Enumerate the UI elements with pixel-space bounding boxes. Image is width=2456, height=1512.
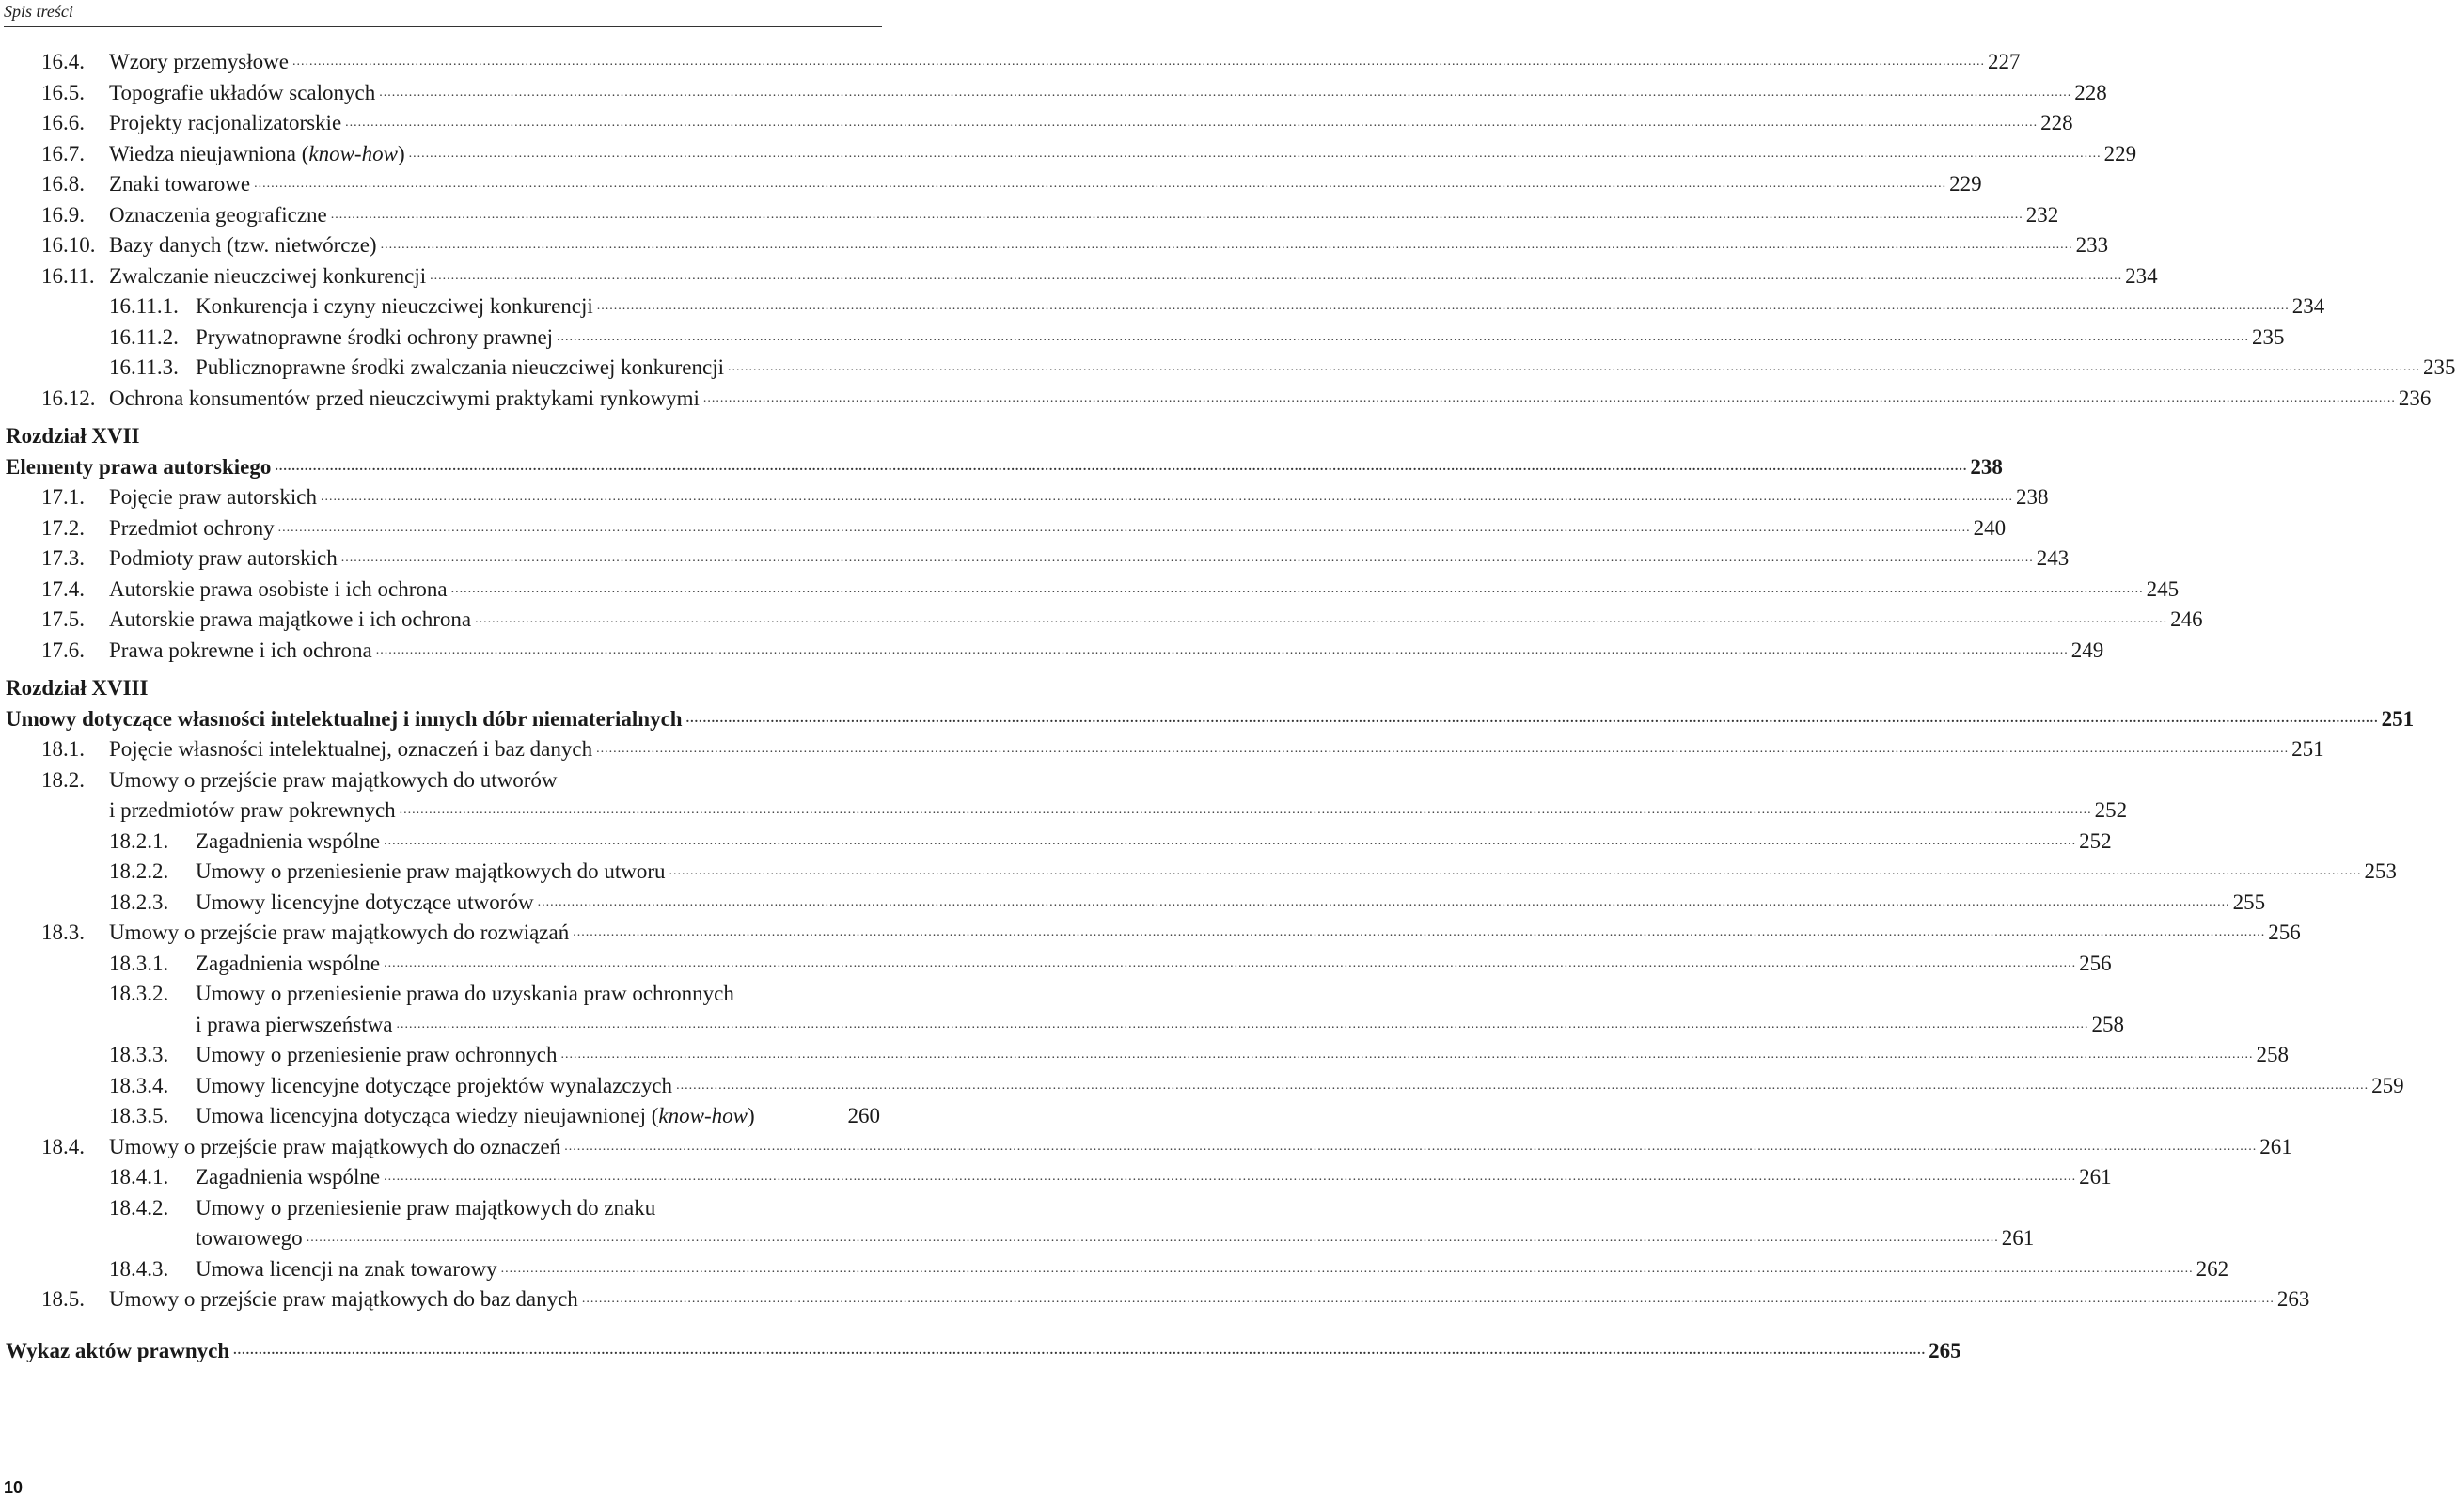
toc-entry-page: 251 <box>2379 704 2415 735</box>
toc-leader-line <box>196 1101 880 1132</box>
running-head: Spis treści <box>4 2 73 21</box>
toc-leader-line <box>109 78 2107 109</box>
toc-section-heading <box>6 452 2003 483</box>
toc-entry <box>6 575 2180 606</box>
toc-entry-page: 240 <box>1971 513 2007 544</box>
toc-leader-line <box>196 323 2285 354</box>
table-of-contents <box>6 47 2456 1366</box>
toc-leader-line <box>109 636 2104 667</box>
toc-entry-number: 18.4.3. <box>109 1256 169 1281</box>
toc-entry-number: 16.8. <box>41 172 85 196</box>
toc-entry-number: 18.5. <box>41 1287 85 1311</box>
toc-entry-page: 261 <box>2257 1132 2292 1163</box>
toc-leader-line <box>196 1010 2124 1041</box>
toc-entry-title: Umowy o przejście praw majątkowych do rozwiązań <box>109 918 573 949</box>
toc-entry-page: 229 <box>2102 139 2137 170</box>
toc-section-heading <box>6 704 2415 735</box>
toc-entry-number: 16.11.1. <box>109 294 179 318</box>
toc-entry-page: 265 <box>1926 1336 1961 1367</box>
toc-dot-leader <box>759 1101 845 1132</box>
toc-dot-leader: ................................................................................................................................................................................................................................................................................................................................................................................................................ <box>596 299 2290 313</box>
toc-entry-title: Umowy o przejście praw majątkowych do baz danych <box>109 1284 582 1315</box>
toc-entry <box>6 78 2107 109</box>
toc-entry-page: 252 <box>2076 827 2112 858</box>
toc-leader-line <box>109 169 1982 200</box>
toc-entry <box>6 765 880 796</box>
toc-entry-title: Umowy o przeniesienie praw majątkowych do znaku <box>196 1195 656 1220</box>
toc-gap <box>6 414 880 421</box>
toc-entry <box>6 1132 2292 1163</box>
toc-entry-page: 233 <box>2073 230 2109 261</box>
page-number: 10 <box>4 1478 24 1497</box>
toc-leader-line <box>109 734 2324 765</box>
toc-dot-leader: ................................................................................................................................................................................................................................................................................................................................................................................................................ <box>430 268 2123 283</box>
toc-section-heading <box>6 1336 1961 1367</box>
toc-entry-page: 246 <box>2167 605 2203 636</box>
toc-entry-number: 16.11. <box>41 263 95 288</box>
toc-entry-page: 245 <box>2144 575 2180 606</box>
toc-entry-page: 238 <box>1967 452 2003 483</box>
toc-dot-leader: ................................................................................................................................................................................................................................................................................................................................................................................................................ <box>669 864 2362 878</box>
toc-entry <box>6 169 1982 200</box>
toc-leader-line <box>109 230 2109 261</box>
toc-entry <box>6 918 2301 949</box>
toc-dot-leader: ................................................................................................................................................................................................................................................................................................................................................................................................................ <box>408 146 2102 161</box>
toc-entry <box>6 827 2112 858</box>
toc-dot-leader: ................................................................................................................................................................................................................................................................................................................................................................................................................ <box>728 360 2420 374</box>
toc-entry-number: 17.2. <box>41 515 85 540</box>
toc-dot-leader: ................................................................................................................................................................................................................................................................................................................................................................................................................ <box>573 925 2266 939</box>
toc-entry-title: Zagadnienia wspólne <box>196 949 384 980</box>
toc-entry-title: Umowy o przeniesienie praw ochronnych <box>196 1040 561 1071</box>
toc-entry <box>6 384 2432 415</box>
toc-dot-leader: ................................................................................................................................................................................................................................................................................................................................................................................................................ <box>685 711 2379 726</box>
toc-leader-line <box>196 353 2456 384</box>
toc-entry-number: 16.11.3. <box>109 355 179 379</box>
toc-dot-leader: ................................................................................................................................................................................................................................................................................................................................................................................................................ <box>450 581 2144 596</box>
toc-entry-page: 236 <box>2396 384 2432 415</box>
toc-entry-number: 18.2. <box>41 767 85 792</box>
toc-entry-title: Umowy o przeniesienie praw majątkowych do utworu <box>196 857 669 888</box>
toc-entry-title: Wykaz aktów prawnych <box>6 1336 233 1367</box>
toc-leader-line <box>109 543 2070 575</box>
toc-dot-leader: ................................................................................................................................................................................................................................................................................................................................................................................................................ <box>345 116 2039 130</box>
toc-entry-number: 18.3.5. <box>109 1104 169 1127</box>
toc-entry-title: Wzory przemysłowe <box>109 47 292 78</box>
toc-leader-line <box>109 482 2049 513</box>
toc-entry-number: 18.3.2. <box>109 982 169 1005</box>
toc-entry-page: 228 <box>2071 78 2107 109</box>
toc-entry-title: Topografie układów scalonych <box>109 78 379 109</box>
toc-dot-leader: ................................................................................................................................................................................................................................................................................................................................................................................................................ <box>277 520 1971 535</box>
toc-leader-line <box>196 291 2325 323</box>
toc-entry-page: 255 <box>2230 888 2266 919</box>
toc-entry <box>6 1071 2404 1102</box>
toc-leader-line <box>196 1254 2229 1285</box>
toc-entry-continuation <box>6 1010 2124 1041</box>
toc-dot-leader: ................................................................................................................................................................................................................................................................................................................................................................................................................ <box>676 1078 2369 1093</box>
toc-entry-title-italic: know-how <box>308 141 398 165</box>
toc-entry-title: Ochrona konsumentów przed nieuczciwymi praktykami rynkowymi <box>109 384 703 415</box>
toc-entry-title: Elementy prawa autorskiego <box>6 452 275 483</box>
toc-dot-leader: ................................................................................................................................................................................................................................................................................................................................................................................................................ <box>384 1170 2077 1184</box>
toc-entry <box>6 1162 2112 1193</box>
toc-leader-line <box>109 384 2432 415</box>
toc-dot-leader: ................................................................................................................................................................................................................................................................................................................................................................................................................ <box>375 642 2069 657</box>
toc-entry-title: Pojęcie własności intelektualnej, oznaczeń i baz danych <box>109 734 596 765</box>
toc-leader-line <box>196 1162 2112 1193</box>
toc-leader-line <box>196 949 2112 980</box>
toc-entry-title: Zagadnienia wspólne <box>196 1162 384 1193</box>
toc-leader-line <box>196 1040 2289 1071</box>
toc-entry <box>6 200 2059 231</box>
toc-entry-title: Projekty racjonalizatorskie <box>109 108 345 139</box>
toc-dot-leader: ................................................................................................................................................................................................................................................................................................................................................................................................................ <box>330 207 2023 222</box>
toc-entry <box>6 605 2203 636</box>
toc-entry-number: 16.5. <box>41 80 85 104</box>
toc-leader-line <box>109 139 2137 170</box>
toc-entry-title: Umowy o przejście praw majątkowych do utworów <box>109 767 558 792</box>
toc-leader-line <box>109 108 2073 139</box>
toc-entry-number: 18.4.1. <box>109 1165 169 1189</box>
toc-entry-page: 228 <box>2038 108 2073 139</box>
toc-entry-number: 16.12. <box>41 386 96 410</box>
toc-entry-page: 258 <box>2254 1040 2290 1071</box>
toc-entry <box>6 139 2137 170</box>
toc-entry-title: towarowego <box>196 1223 307 1254</box>
toc-entry <box>6 636 2104 667</box>
toc-dot-leader: ................................................................................................................................................................................................................................................................................................................................................................................................................ <box>233 1343 1927 1358</box>
toc-entry-page: 256 <box>2265 918 2301 949</box>
toc-entry-number: 18.4. <box>41 1134 85 1158</box>
toc-leader-line <box>109 513 2007 544</box>
toc-entry-continuation <box>6 1223 2035 1254</box>
toc-leader-line <box>196 827 2112 858</box>
toc-leader-line <box>6 1336 1961 1367</box>
header-rule <box>4 26 882 27</box>
toc-entry-page: 234 <box>2290 291 2325 323</box>
toc-entry-number: 16.10. <box>41 233 96 257</box>
toc-entry-title-italic: know-how <box>658 1104 748 1127</box>
toc-entry-page: 235 <box>2249 323 2285 354</box>
toc-entry-title: Umowy dotyczące własności intelektualnej i innych dóbr niematerialnych <box>6 704 686 735</box>
toc-entry <box>6 261 2158 292</box>
toc-dot-leader: ................................................................................................................................................................................................................................................................................................................................................................................................................ <box>500 1261 2194 1276</box>
toc-entry-page: 260 <box>845 1101 881 1132</box>
toc-entry <box>6 323 2285 354</box>
toc-leader-line <box>196 857 2397 888</box>
toc-entry-page: 258 <box>2088 1010 2124 1041</box>
toc-entry-page: 263 <box>2275 1284 2310 1315</box>
toc-entry-page: 249 <box>2069 636 2104 667</box>
toc-leader-line <box>109 605 2203 636</box>
toc-entry-number: 18.2.2. <box>109 859 169 883</box>
toc-leader-line <box>6 452 2003 483</box>
toc-entry-number: 16.9. <box>41 202 85 227</box>
toc-entry <box>6 734 2324 765</box>
toc-entry-page: 261 <box>1999 1223 2035 1254</box>
toc-entry-number: 17.3. <box>41 546 85 570</box>
toc-leader-line <box>109 575 2180 606</box>
toc-dot-leader: ................................................................................................................................................................................................................................................................................................................................................................................................................ <box>475 612 2168 626</box>
toc-entry-number: 18.3.1. <box>109 951 169 975</box>
toc-dot-leader: ................................................................................................................................................................................................................................................................................................................................................................................................................ <box>306 1231 1999 1245</box>
toc-entry <box>6 1101 880 1132</box>
toc-entry-page: 259 <box>2369 1071 2404 1102</box>
toc-entry-title: Wiedza nieujawniona (know-how) <box>109 139 409 170</box>
toc-entry-page: 243 <box>2034 543 2070 575</box>
toc-entry-number: 16.6. <box>41 111 85 134</box>
toc-entry <box>6 1284 2310 1315</box>
toc-entry-title: Zagadnienia wspólne <box>196 827 384 858</box>
toc-dot-leader: ................................................................................................................................................................................................................................................................................................................................................................................................................ <box>320 490 2013 504</box>
toc-chapter-heading: Rozdział XVIII <box>6 676 149 700</box>
toc-entry-number: 17.5. <box>41 607 85 631</box>
toc-entry <box>6 543 2070 575</box>
toc-dot-leader: ................................................................................................................................................................................................................................................................................................................................................................................................................ <box>380 238 2073 252</box>
toc-entry-title: Umowa licencyjna dotycząca wiedzy nieujawnionej (know-how) <box>196 1101 759 1132</box>
toc-entry-title: Umowy licencyjne dotyczące projektów wynalazczych <box>196 1071 676 1102</box>
toc-entry-number: 18.2.3. <box>109 890 169 914</box>
toc-leader-line <box>196 1071 2404 1102</box>
toc-entry-continuation <box>6 795 2128 827</box>
toc-entry-page: 235 <box>2420 353 2456 384</box>
toc-gap <box>6 666 880 673</box>
toc-entry <box>6 291 2325 323</box>
toc-entry-title: Przedmiot ochrony <box>109 513 278 544</box>
toc-entry <box>6 513 2007 544</box>
toc-leader-line <box>109 795 2128 827</box>
toc-entry-title: Publicznoprawne środki zwalczania nieuczciwej konkurencji <box>196 353 728 384</box>
toc-entry-title: Pojęcie praw autorskich <box>109 482 321 513</box>
toc-entry <box>6 857 2397 888</box>
toc-entry-title: Konkurencja i czyny nieuczciwej konkurencji <box>196 291 597 323</box>
toc-entry-number: 16.7. <box>41 141 85 165</box>
toc-dot-leader: ................................................................................................................................................................................................................................................................................................................................................................................................................ <box>384 833 2077 848</box>
toc-entry <box>6 1193 880 1224</box>
toc-entry-number: 17.1. <box>41 485 85 509</box>
toc-entry-page: 238 <box>2013 482 2049 513</box>
toc-entry <box>6 47 2021 78</box>
toc-chapter-heading: Rozdział XVII <box>6 424 140 448</box>
toc-entry-title: i prawa pierwszeństwa <box>196 1010 396 1041</box>
toc-entry-page: 261 <box>2076 1162 2112 1193</box>
toc-entry-number: 16.4. <box>41 50 85 73</box>
toc-entry <box>6 108 2073 139</box>
toc-leader-line <box>109 47 2021 78</box>
toc-leader-line <box>109 1284 2310 1315</box>
toc-dot-leader: ................................................................................................................................................................................................................................................................................................................................................................................................................ <box>564 1139 2258 1154</box>
toc-entry <box>6 230 2109 261</box>
toc-dot-leader: ................................................................................................................................................................................................................................................................................................................................................................................................................ <box>560 1047 2254 1062</box>
toc-entry-page: 229 <box>1946 169 1982 200</box>
toc-entry-number: 17.6. <box>41 638 85 662</box>
toc-dot-leader: ................................................................................................................................................................................................................................................................................................................................................................................................................ <box>291 55 1985 69</box>
toc-entry-number: 17.4. <box>41 576 85 601</box>
toc-dot-leader: ................................................................................................................................................................................................................................................................................................................................................................................................................ <box>399 803 2092 817</box>
toc-dot-leader: ................................................................................................................................................................................................................................................................................................................................................................................................................ <box>557 329 2250 344</box>
toc-entry-page: 251 <box>2289 734 2324 765</box>
toc-dot-leader: ................................................................................................................................................................................................................................................................................................................................................................................................................ <box>596 742 2290 756</box>
toc-dot-leader: ................................................................................................................................................................................................................................................................................................................................................................................................................ <box>254 177 1947 191</box>
toc-dot-leader: ................................................................................................................................................................................................................................................................................................................................................................................................................ <box>275 459 1968 474</box>
toc-entry-title: Prawa pokrewne i ich ochrona <box>109 636 376 667</box>
toc-entry <box>6 1040 2289 1071</box>
toc-leader-line <box>6 704 2415 735</box>
toc-entry-number: 18.1. <box>41 737 85 761</box>
toc-entry-page: 232 <box>2023 200 2059 231</box>
toc-entry-title: Autorskie prawa osobiste i ich ochrona <box>109 575 451 606</box>
toc-dot-leader: ................................................................................................................................................................................................................................................................................................................................................................................................................ <box>702 390 2396 405</box>
toc-leader-line <box>109 261 2158 292</box>
toc-dot-leader: ................................................................................................................................................................................................................................................................................................................................................................................................................ <box>384 955 2077 970</box>
toc-dot-leader: ................................................................................................................................................................................................................................................................................................................................................................................................................ <box>537 894 2230 909</box>
toc-entry-number: 18.4.2. <box>109 1195 169 1220</box>
toc-entry-number: 18.2.1. <box>109 828 169 853</box>
toc-entry-title: Oznaczenia geograficzne <box>109 200 331 231</box>
toc-entry-number: 18.3.4. <box>109 1073 169 1097</box>
toc-dot-leader: ................................................................................................................................................................................................................................................................................................................................................................................................................ <box>379 85 2072 100</box>
toc-entry-page: 234 <box>2122 261 2158 292</box>
toc-entry-title: Autorskie prawa majątkowe i ich ochrona <box>109 605 475 636</box>
toc-dot-leader: ................................................................................................................................................................................................................................................................................................................................................................................................................ <box>581 1292 2275 1306</box>
toc-entry-page: 227 <box>1985 47 2021 78</box>
toc-dot-leader: ................................................................................................................................................................................................................................................................................................................................................................................................................ <box>396 1016 2089 1032</box>
toc-leader-line <box>109 200 2059 231</box>
toc-leader-line <box>109 1132 2292 1163</box>
toc-entry-page: 262 <box>2194 1254 2229 1285</box>
toc-entry-page: 253 <box>2361 857 2397 888</box>
toc-entry-title: i przedmiotów praw pokrewnych <box>109 795 400 827</box>
toc-leader-line <box>196 888 2266 919</box>
toc-entry <box>6 888 2266 919</box>
toc-entry-title: Umowy licencyjne dotyczące utworów <box>196 888 538 919</box>
toc-entry-title: Umowa licencji na znak towarowy <box>196 1254 501 1285</box>
toc-entry-number: 18.3. <box>41 921 85 944</box>
toc-entry <box>6 949 2112 980</box>
toc-entry-title: Zwalczanie nieuczciwej konkurencji <box>109 261 430 292</box>
toc-entry-number: 16.11.2. <box>109 324 179 349</box>
toc-entry-title: Bazy danych (tzw. nietwórcze) <box>109 230 381 261</box>
toc-entry-title: Umowy o przejście praw majątkowych do oznaczeń <box>109 1132 564 1163</box>
toc-entry <box>6 353 2456 384</box>
toc-entry-page: 252 <box>2092 795 2128 827</box>
toc-entry-number: 18.3.3. <box>109 1043 169 1066</box>
toc-entry-title: Znaki towarowe <box>109 169 254 200</box>
toc-leader-line <box>109 918 2301 949</box>
toc-entry <box>6 482 2049 513</box>
toc-entry <box>6 1254 2229 1285</box>
toc-entry-title: Podmioty praw autorskich <box>109 543 341 575</box>
toc-entry-page: 256 <box>2076 949 2112 980</box>
toc-gap <box>6 1315 880 1336</box>
toc-entry-title: Umowy o przeniesienie prawa do uzyskania praw ochronnych <box>196 982 734 1005</box>
toc-dot-leader: ................................................................................................................................................................................................................................................................................................................................................................................................................ <box>340 551 2034 565</box>
toc-entry <box>6 979 880 1010</box>
toc-leader-line <box>196 1223 2035 1254</box>
toc-entry-title: Prywatnoprawne środki ochrony prawnej <box>196 323 557 354</box>
